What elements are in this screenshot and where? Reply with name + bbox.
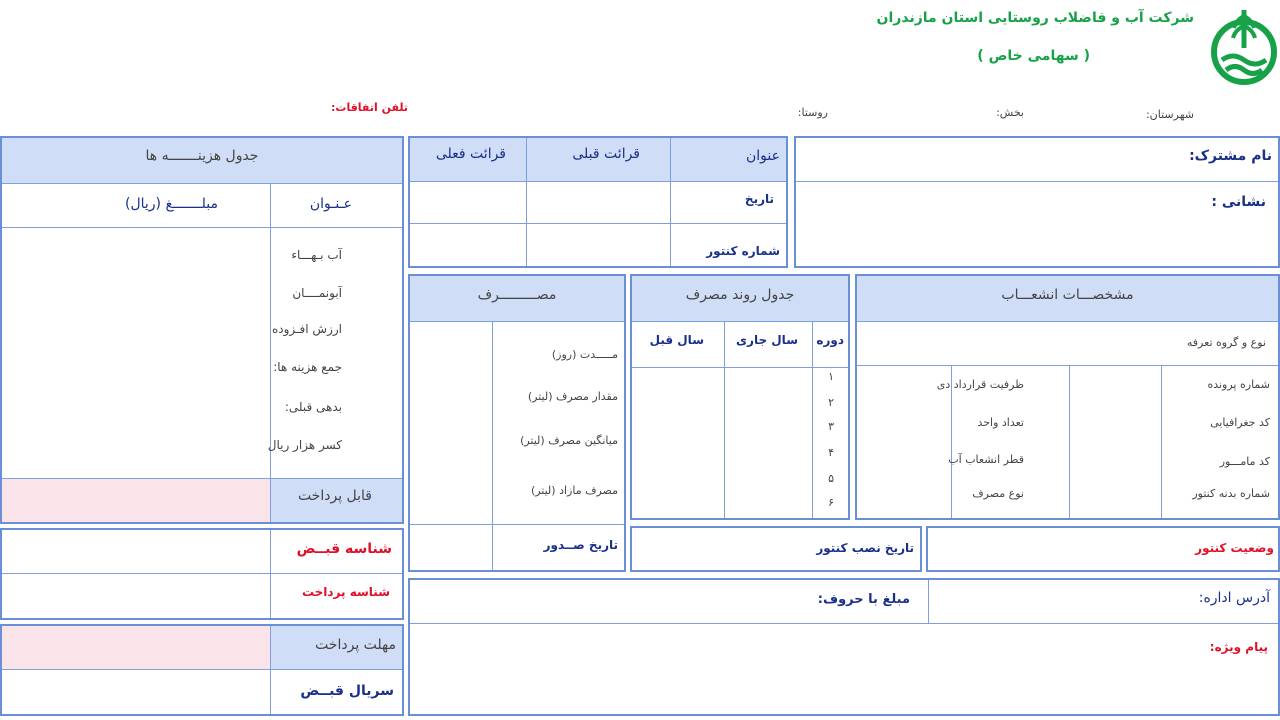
reading-col-curr: قرائت فعلی [435,146,506,162]
connection-file-number: شماره پرونده [1207,378,1270,391]
company-type: ( سهامی خاص ) [977,48,1090,64]
trend-period: ۳ [828,420,834,433]
subscriber-address-label: نشانی : [1211,194,1266,210]
company-name: شرکت آب و فاضلاب روستایی استان مازندران [876,10,1194,26]
cost-row-subscription: آبونمــــان [292,286,342,300]
consumption-excess: مصرف مازاد (لیتر) [530,484,618,497]
trend-col-previous: سال قبل [649,333,704,347]
connection-diameter: قطر انشعاب آب [948,453,1024,466]
consumption-average: میانگین مصرف (لیتر) [520,434,618,447]
trend-period: ۶ [828,496,834,509]
connection-meter-body: شماره بدنه کنتور [1192,487,1270,500]
trend-table [630,274,850,520]
consumption-title: مصـــــــــرف [477,287,557,303]
connection-geo-code: کد جغرافیایی [1210,416,1270,429]
issue-date-label: تاریخ صــدور [543,538,618,552]
costs-col-amount: مبلـــــــغ (ریال) [125,196,218,212]
company-logo [1208,2,1280,94]
payment-id-label: شناسه پرداخت [301,585,390,599]
meter-status-label: وضعیت کنتور [1195,541,1274,555]
meter-install-label: تاریخ نصب کنتور [816,541,914,555]
connection-usage-type: نوع مصرف [972,487,1024,500]
reading-row-date: تاریخ [744,192,774,206]
connection-specs [855,274,1280,520]
costs-col-title: عـنـوان [309,196,352,212]
district-label: بخش: [996,106,1024,119]
subscriber-name-label: نام مشترک: [1189,148,1272,164]
bill-serial-label: سریال قبــض [300,683,394,699]
city-label: شهرستان: [1145,108,1194,121]
trend-title: جدول روند مصرف [685,287,795,303]
connection-tariff: نوع و گروه تعرفه [1186,336,1266,349]
cost-row-rounding: کسر هزار ریال [267,438,342,452]
reading-col-title: عنوان [746,148,780,164]
reading-row-meter: شماره کنتور [706,244,780,258]
connection-agent-code: کد مامـــور [1219,455,1270,468]
cost-row-prev-debt: بدهی قبلی: [284,400,342,414]
consumption-days: مـــــدت (روز) [551,348,618,361]
complaints-phone-label: تلفن اتفاقات: [331,101,408,114]
special-message-label: پیام ویژه: [1209,640,1268,654]
connection-capacity: ظرفیت قرارداد دی [936,378,1024,391]
cost-row-payable: قابل پرداخت [297,488,372,504]
connection-title: مشخصـــات انشعـــاب [1001,287,1134,303]
village-label: روستا: [797,106,828,119]
cost-row-vat: ارزش افـزوده [271,322,342,336]
cost-row-water: آب بـهـــاء [291,248,342,262]
trend-period: ۴ [828,446,834,459]
trend-col-current: سال جاری [736,333,798,347]
costs-table-title: جدول هزینـــــــه ها [145,148,259,164]
cost-row-total: جمع هزینه ها: [273,360,342,374]
amount-words-label: مبلغ با حروف: [817,592,910,607]
trend-period: ۱ [828,370,834,383]
trend-period: ۵ [828,472,834,485]
trend-period: ۲ [828,396,834,409]
reading-col-prev: قرائت قبلی [572,146,640,162]
consumption-table [408,274,626,572]
connection-units: تعداد واحد [977,416,1024,429]
costs-table [0,136,404,524]
trend-col-period: دوره [816,333,844,347]
payment-deadline-label: مهلت پرداخت [315,637,396,653]
bill-id-label: شناسه قبــض [296,541,392,557]
consumption-amount: مقدار مصرف (لیتر) [527,390,618,403]
office-address-label: آدرس اداره: [1198,590,1270,606]
